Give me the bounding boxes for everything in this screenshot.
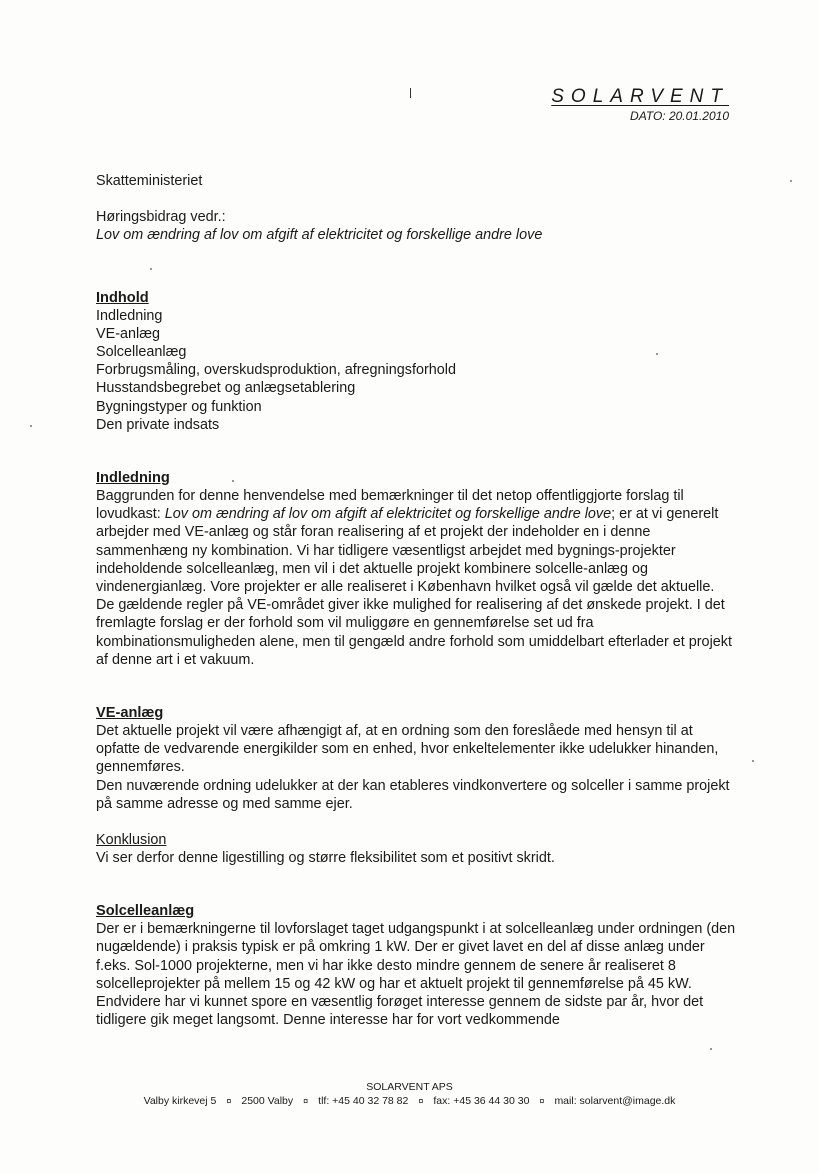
paragraph: De gældende regler på VE-området giver ikke mulighed for realisering af det ønskede projekt. I det fremlagte forslag er der forhold som vil muliggøre en gennemførelse set ud fra kombinationsmuligheden alene, men til gengæld andre forhold som umiddelbart efterlader et projekt af denne art i et vakuum.: [96, 597, 732, 668]
toc-item: Den private indsats: [96, 416, 220, 433]
footer-city: 2500 Valby: [241, 1095, 294, 1107]
footer-separator: ¤: [226, 1096, 232, 1106]
scan-speck: [790, 180, 792, 182]
footer-address: Valby kirkevej 5: [143, 1095, 217, 1107]
company-logo-text: SOLARVENT: [551, 86, 729, 107]
toc-item: Indledning: [96, 307, 163, 324]
paragraph-text: Baggrunden for denne henvendelse med bemærkninger til det netop offentliggjorte forslag til lovudkast:: [96, 488, 684, 523]
section-solcelleanlaeg: [96, 902, 736, 1029]
toc-item: Forbrugsmåling, overskudsproduktion, afregningsforhold: [96, 362, 456, 379]
footer-separator: ¤: [303, 1096, 309, 1106]
toc-item: Husstandsbegrebet og anlægsetablering: [96, 380, 356, 397]
footer-separator: ¤: [539, 1096, 545, 1106]
letterhead: [551, 86, 729, 123]
section-heading: Indledning: [96, 470, 170, 487]
letter-body: [96, 172, 736, 1030]
toc-item: VE-anlæg: [96, 325, 160, 342]
scan-mark: [410, 88, 411, 98]
section-heading: Solcelleanlæg: [96, 903, 195, 920]
paragraph: Det aktuelle projekt vil være afhængigt af, at en ordning som den foreslåede med hensyn til at opfatte de vedvarende energikilder som en enhed, hvor enkeltelementer ikke udelukker hinanden, gennemføres.: [96, 723, 719, 776]
footer-email: mail: solarvent@image.dk: [554, 1095, 676, 1107]
conclusion-text: Vi ser derfor denne ligestilling og større fleksibilitet som et positivt skridt.: [96, 850, 555, 867]
letter-date: DATO: 20.01.2010: [630, 109, 729, 123]
paragraph: Der er i bemærkningerne til lovforslaget taget udgangspunkt i at solcelleanlæg under ordningen (den nugældende) i praksis typisk er på omkring 1 kW. Der er givet lavet en del af disse anlæg under f.eks. Sol-1000 projekterne, men vi har ikke desto mindre gennem de senere år realiseret 8 solcelleprojekter på mellem 15 og 42 kW og har et aktuelt projekt til gennemførelse på 45 kW.: [96, 921, 736, 992]
section-indledning: [96, 469, 736, 669]
section-ve-anlaeg: [96, 704, 736, 867]
toc-heading: Indhold: [96, 289, 149, 306]
footer-contact-line: [0, 1094, 819, 1108]
scan-speck: [710, 1048, 712, 1050]
section-heading: VE-anlæg: [96, 705, 164, 722]
scan-speck: [656, 353, 658, 355]
footer-company: SOLARVENT APS: [366, 1081, 453, 1093]
footer-separator: ¤: [418, 1096, 424, 1106]
page-footer: [0, 1080, 819, 1108]
paragraph: Endvidere har vi kunnet spore en væsentlig forøget interesse gennem de sidste par år, hvor det tidligere gik meget langsomt. Denne interesse har for vort vedkommende: [96, 994, 704, 1029]
paragraph-text: ; er at vi generelt arbejder med VE-anlæg og står foran realisering af et projekt der indeholder en i denne sammenhæng ny kombination. Vi har tidligere væsentligst arbejdet med bygnings-projekter indeholdende solcelleanlæg, men vil i det aktuelle projekt kombinere solcelle-anlæg og vindenergianlæg. Vore projekter er alle realiseret i København hvilket også vil gælde det aktuelle.: [96, 506, 719, 596]
conclusion-heading: Konklusion: [96, 832, 167, 849]
footer-phone: tlf: +45 40 32 78 82: [318, 1095, 409, 1107]
scan-speck: [232, 480, 234, 482]
scan-speck: [752, 760, 754, 762]
toc-item: Bygningstyper og funktion: [96, 398, 262, 415]
table-of-contents: [96, 289, 736, 434]
subject-line: Høringsbidrag vedr.:: [96, 209, 226, 226]
paragraph: Den nuværende ordning udelukker at der kan etableres vindkonvertere og solceller i samme projekt på samme adresse og med samme ejer.: [96, 777, 730, 812]
toc-item: Solcelleanlæg: [96, 344, 187, 361]
subject-title: Lov om ændring af lov om afgift af elektricitet og forskellige andre love: [96, 227, 543, 244]
scan-speck: [30, 425, 32, 427]
scan-speck: [150, 268, 152, 270]
addressee: Skatteministeriet: [96, 173, 203, 189]
paragraph: [96, 487, 736, 596]
footer-fax: fax: +45 36 44 30 30: [433, 1095, 530, 1107]
law-title: Lov om ændring af lov om afgift af elektricitet og forskellige andre love: [164, 506, 612, 523]
